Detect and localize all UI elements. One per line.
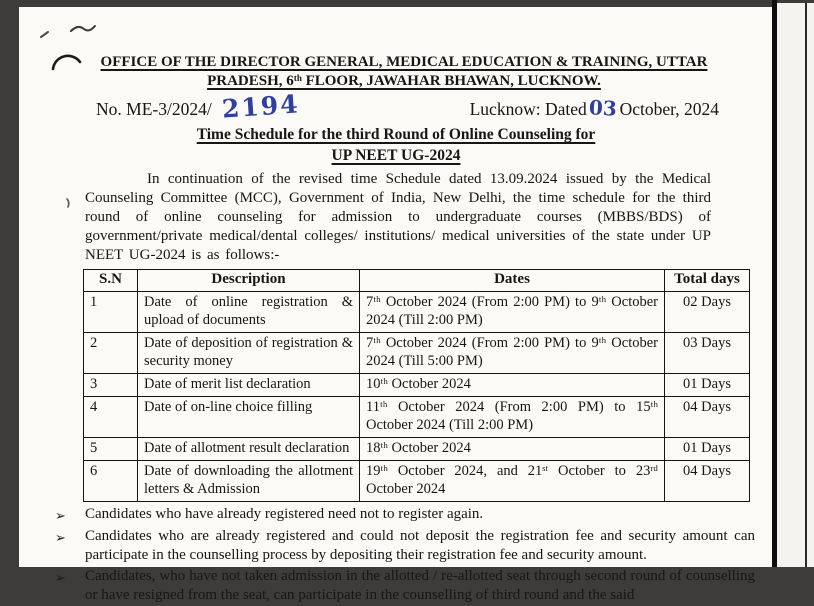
document-title-line2: UP NEET UG-2024 — [331, 147, 461, 164]
row-total-days: 04 Days — [665, 397, 750, 438]
row-dates: 7ᵗʰ October 2024 (From 2:00 PM) to 9ᵗʰ October 2024 (Till 5:00 PM) — [360, 333, 665, 374]
list-item — [55, 527, 755, 566]
note-text: Candidates who have already registered need not to register again. — [85, 506, 484, 522]
row-dates: 7ᵗʰ October 2024 (From 2:00 PM) to 9ᵗʰ October 2024 (Till 2:00 PM) — [360, 292, 665, 333]
column-header-sn: S.N — [84, 270, 138, 292]
schedule-table — [83, 269, 750, 502]
office-header-line1: OFFICE OF THE DIRECTOR GENERAL, MEDICAL EDUCATION & TRAINING, UTTAR — [100, 54, 708, 70]
row-total-days: 01 Days — [665, 438, 750, 461]
table-row — [84, 461, 750, 502]
table-row — [84, 374, 750, 397]
row-description: Date of downloading the allotment letters & Admission — [138, 461, 360, 502]
arrow-bullet-icon: ➢ — [55, 529, 66, 545]
row-description: Date of merit list declaration — [138, 374, 360, 397]
row-dates: 11ᵗʰ October 2024 (From 2:00 PM) to 15ᵗʰ October 2024 (Till 2:00 PM) — [360, 397, 665, 438]
table-row — [84, 397, 750, 438]
date-month-year: October, 2024 — [619, 99, 719, 119]
row-sn: 6 — [84, 461, 138, 502]
office-header-line2: PRADESH, 6ᵗʰ FLOOR, JAWAHAR BHAWAN, LUCKNOW. — [207, 73, 601, 89]
row-dates: 18ᵗʰ October 2024 — [360, 438, 665, 461]
column-header-description: Description — [138, 270, 360, 292]
document-title — [19, 124, 773, 166]
reference-row — [96, 89, 719, 124]
row-total-days: 02 Days — [665, 292, 750, 333]
notes-list — [55, 505, 755, 606]
place-date-label: Lucknow: Dated — [469, 99, 587, 119]
table-row — [84, 292, 750, 333]
row-sn: 1 — [84, 292, 138, 333]
column-header-total-days: Total days — [665, 270, 750, 292]
date-day-handwritten: 03 — [588, 95, 618, 121]
row-total-days: 03 Days — [665, 333, 750, 374]
row-description: Date of online registration & upload of documents — [138, 292, 360, 333]
column-header-dates: Dates — [360, 270, 665, 292]
row-total-days: 01 Days — [665, 374, 750, 397]
row-description: Date of allotment result declaration — [138, 438, 360, 461]
list-item — [55, 567, 755, 606]
row-sn: 5 — [84, 438, 138, 461]
note-text: Candidates who are already registered and could not deposit the registration fee and security amount can participate in the counselling process by depositing their registration fee and security amount. — [85, 527, 755, 563]
table-header-row — [84, 270, 750, 292]
table-row — [84, 438, 750, 461]
row-dates: 10ᵗʰ October 2024 — [360, 374, 665, 397]
arrow-bullet-icon: ➢ — [55, 508, 66, 523]
adjacent-page-edge — [777, 3, 814, 567]
row-sn: 2 — [84, 333, 138, 374]
office-header — [77, 53, 731, 91]
reference-number-handwritten: 2194 — [220, 89, 301, 124]
row-sn: 3 — [84, 374, 138, 397]
row-sn: 4 — [84, 397, 138, 438]
reference-number — [96, 89, 301, 124]
row-dates: 19ᵗʰ October 2024, and 21ˢᵗ October to 23ʳᵈ October 2024 — [360, 461, 665, 502]
note-text-clipped: Candidates, who have not taken admission in the allotted / re-allotted seat through second round of counselling or have resigned from the seat, can participate in the counselling of third round and the said — [85, 567, 755, 603]
table-row — [84, 333, 750, 374]
list-item — [55, 505, 755, 526]
place-and-date — [469, 95, 719, 121]
adjacent-page-edge-line — [805, 3, 807, 567]
row-total-days: 04 Days — [665, 461, 750, 502]
arrow-bullet-icon: ➢ — [55, 569, 66, 585]
intro-paragraph: In continuation of the revised time Schedule dated 13.09.2024 issued by the Medical Counseling Committee (MCC), Government of India, New Delhi, the time schedule for the third round of online counseling for admission to undergraduate courses (MBBS/BDS) of government/private medical/dental colleges/ institutions/ medical universities of the state under UP NEET UG-2024 is as follows:- — [85, 171, 711, 263]
row-description: Date of deposition of registration & security money — [138, 333, 360, 374]
document-page — [19, 7, 773, 603]
row-description: Date of on-line choice filling — [138, 397, 360, 438]
reference-number-label: No. ME-3/2024/ — [96, 99, 212, 119]
document-title-line1: Time Schedule for the third Round of Online Counseling for — [196, 126, 596, 143]
